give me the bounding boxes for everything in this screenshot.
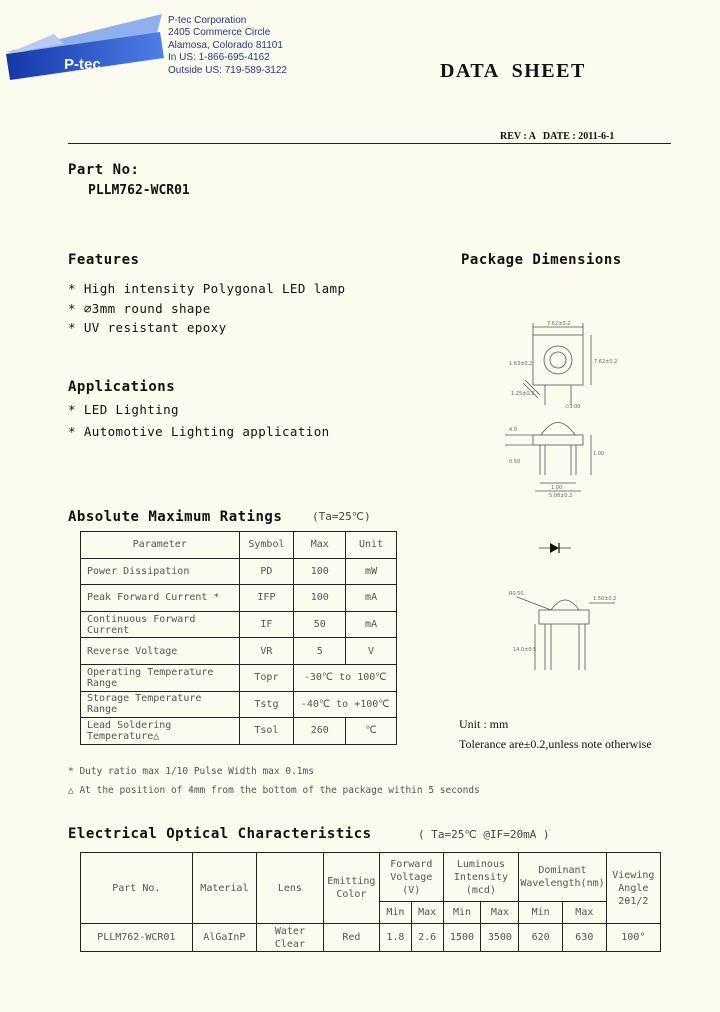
cell: V <box>346 638 397 665</box>
cell: PD <box>239 558 294 585</box>
cell: 5 <box>294 638 346 665</box>
cell: mA <box>346 611 397 638</box>
cell: AlGaInP <box>192 924 257 952</box>
cell: Topr <box>239 664 294 691</box>
p-tec-logo <box>4 14 164 80</box>
cell: Peak Forward Current * <box>81 585 240 612</box>
side-profile-drawing <box>505 585 630 680</box>
cell: mA <box>346 585 397 612</box>
header-cell: Viewing Angle 2θ1/2 <box>606 853 660 924</box>
svg-text:1.25±0.2: 1.25±0.2 <box>511 391 535 397</box>
table-row <box>81 638 397 665</box>
logo-text: P-tec <box>64 56 101 73</box>
amr-table <box>80 531 397 745</box>
header-cell: Dominant Wavelength(nm) <box>519 853 606 902</box>
svg-text:1.50±0.2: 1.50±0.2 <box>593 596 617 602</box>
svg-text:R0.50: R0.50 <box>509 591 524 597</box>
subheader-cell: Max <box>481 902 519 924</box>
header-cell: Luminous Intensity (mcd) <box>443 853 519 902</box>
unit-note: Unit : mm <box>459 717 509 731</box>
cell: 1.8 <box>380 924 412 952</box>
cell: -30℃ to 100℃ <box>294 664 397 691</box>
table-row <box>81 611 397 638</box>
header-cell: Material <box>192 853 257 924</box>
eoc-condition: ( Ta=25℃ @IF=20mA ) <box>418 828 550 841</box>
cell: 100 <box>294 558 346 585</box>
header-cell: Lens <box>257 853 324 924</box>
diode-symbol-icon <box>535 540 575 556</box>
svg-text:7.62±0.2: 7.62±0.2 <box>594 359 618 365</box>
table-header-row <box>81 532 397 559</box>
svg-text:1.00: 1.00 <box>551 485 563 491</box>
cell: 630 <box>562 924 606 952</box>
feature-item: * High intensity Polygonal LED lamp <box>68 281 346 296</box>
header-cell: Parameter <box>81 532 240 559</box>
table-row <box>81 585 397 612</box>
cell: 50 <box>294 611 346 638</box>
table-header-row <box>81 853 661 902</box>
feature-item: * UV resistant epoxy <box>68 320 227 335</box>
feature-item: * ∅3mm round shape <box>68 301 211 316</box>
amr-note: △ At the position of 4mm from the bottom of the package within 5 seconds <box>68 785 480 796</box>
tolerance-note: Tolerance are±0.2,unless note otherwise <box>459 737 652 751</box>
company-info <box>168 15 287 77</box>
cell: 1500 <box>443 924 481 952</box>
cell: Tstg <box>239 691 294 718</box>
subheader-cell: Min <box>443 902 481 924</box>
package-heading: Package Dimensions <box>461 252 622 268</box>
table-row <box>81 718 397 745</box>
subheader-cell: Max <box>562 902 606 924</box>
cell: Water Clear <box>257 924 324 952</box>
header-cell: Unit <box>346 532 397 559</box>
amr-note: * Duty ratio max 1/10 Pulse Width max 0.1ms <box>68 766 314 777</box>
cell: Operating Temperature Range <box>81 664 240 691</box>
application-item: * Automotive Lighting application <box>68 424 330 439</box>
company-line: Outside US: 719-589-3122 <box>168 64 287 76</box>
cell: Red <box>323 924 379 952</box>
svg-text:4.0: 4.0 <box>509 427 517 433</box>
amr-heading: Absolute Maximum Ratings <box>68 509 283 525</box>
svg-text:14.0±0.5: 14.0±0.5 <box>513 647 537 653</box>
application-item: * LED Lighting <box>68 402 179 417</box>
table-row <box>81 924 661 952</box>
cell: VR <box>239 638 294 665</box>
cell: ℃ <box>346 718 397 745</box>
package-drawing <box>495 315 625 499</box>
cell: 260 <box>294 718 346 745</box>
cell: Reverse Voltage <box>81 638 240 665</box>
cell: Power Dissipation <box>81 558 240 585</box>
svg-text:1.63±0.2: 1.63±0.2 <box>509 361 533 367</box>
company-line: Alamosa, Colorado 81101 <box>168 39 283 51</box>
cell: Continuous Forward Current <box>81 611 240 638</box>
subheader-cell: Max <box>411 902 443 924</box>
table-row <box>81 691 397 718</box>
cell: Tsol <box>239 718 294 745</box>
part-number: PLLM762-WCR01 <box>88 183 190 198</box>
cell: 3500 <box>481 924 519 952</box>
revision-info: REV : A DATE : 2011-6-1 <box>500 131 615 142</box>
cell: Storage Temperature Range <box>81 691 240 718</box>
header-cell: Forward Voltage (V) <box>380 853 444 902</box>
company-line: In US: 1-866-695-4162 <box>168 52 270 64</box>
svg-text:1.00: 1.00 <box>593 451 605 457</box>
svg-text:0.50: 0.50 <box>509 459 521 465</box>
company-line: P-tec Corporation <box>168 15 247 26</box>
svg-text:5.08±0.2: 5.08±0.2 <box>549 493 573 499</box>
cell: IFP <box>239 585 294 612</box>
cell: IF <box>239 611 294 638</box>
table-row <box>81 664 397 691</box>
header-cell: Part No. <box>81 853 193 924</box>
cell: mW <box>346 558 397 585</box>
eoc-table <box>80 852 661 952</box>
amr-condition: (Ta=25℃) <box>312 510 371 523</box>
header-cell: Symbol <box>239 532 294 559</box>
part-label: Part No: <box>68 162 140 178</box>
svg-text:7.62±0.2: 7.62±0.2 <box>547 321 571 327</box>
features-heading: Features <box>68 252 140 268</box>
cell: 2.6 <box>411 924 443 952</box>
header-cell: Max <box>294 532 346 559</box>
subheader-cell: Min <box>380 902 412 924</box>
cell: -40℃ to +100℃ <box>294 691 397 718</box>
cell: PLLM762-WCR01 <box>81 924 193 952</box>
cell: 100° <box>606 924 660 952</box>
document-title: DATA SHEET <box>440 60 586 82</box>
company-line: 2405 Commerce Circle <box>168 27 271 39</box>
header-cell: Emitting Color <box>323 853 379 924</box>
svg-text:∅3.00: ∅3.00 <box>565 404 581 410</box>
header-rule <box>68 143 671 144</box>
cell: 100 <box>294 585 346 612</box>
cell: Lead Soldering Temperature△ <box>81 718 240 745</box>
subheader-cell: Min <box>519 902 563 924</box>
cell: 620 <box>519 924 563 952</box>
eoc-heading: Electrical Optical Characteristics <box>68 826 372 842</box>
applications-heading: Applications <box>68 379 176 395</box>
table-row <box>81 558 397 585</box>
